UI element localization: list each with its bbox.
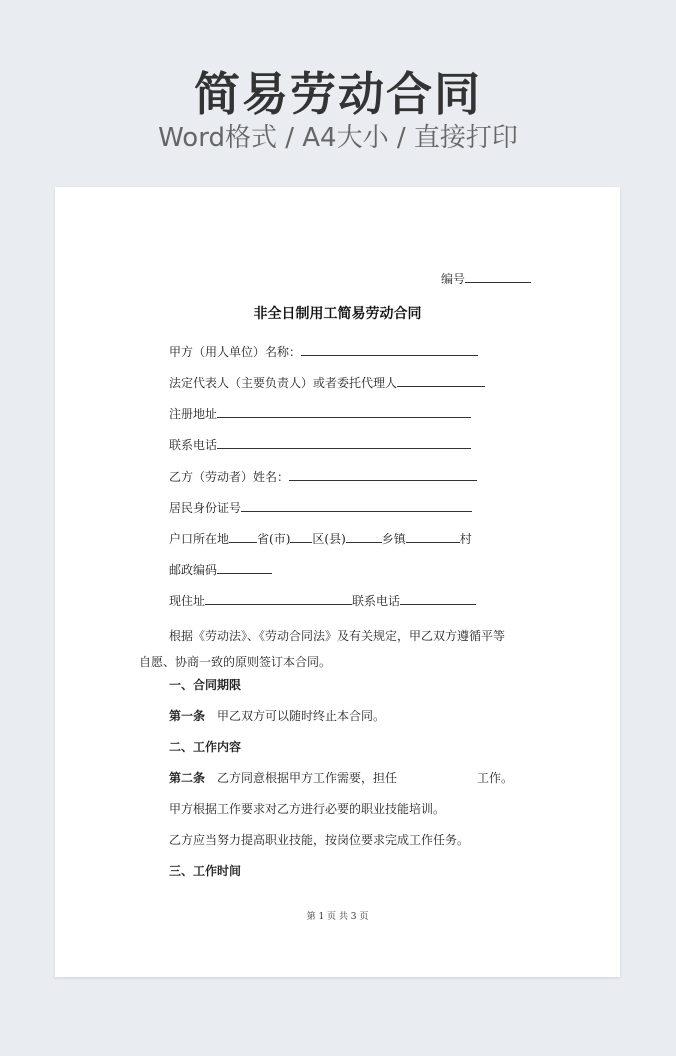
party-a-name-field (169, 343, 478, 360)
section-2-paragraph-1: 甲方根据工作要求对乙方进行必要的职业技能培训。 (169, 802, 446, 816)
contact-phone-blank (400, 592, 476, 605)
article-1 (169, 708, 385, 724)
document-title: 非全日制用工简易劳动合同 (253, 306, 422, 322)
party-a-name-blank (301, 343, 478, 356)
banner-subtitle: Word格式 / A4大小 / 直接打印 (158, 123, 518, 153)
article-2-text-a: 乙方同意根据甲方工作需要，担任 (217, 771, 398, 785)
article-2-text-b: 工作。 (477, 771, 514, 785)
phone-blank (217, 436, 471, 449)
article-2 (169, 770, 513, 786)
hukou-province-label: 省(市) (257, 532, 291, 546)
hukou-village-label: 村 (459, 532, 472, 546)
section-1-heading: 一、合同期限 (169, 678, 242, 692)
contract-number-label: 编号 (441, 272, 466, 286)
page-footer: 第 1 页 共 3 页 (306, 912, 369, 922)
contact-phone-label: 联系电话 (352, 594, 401, 608)
hukou-town-label: 乡镇 (381, 532, 406, 546)
article-1-text: 甲乙双方可以随时终止本合同。 (217, 709, 386, 723)
legal-rep-field (169, 374, 485, 391)
section-2-heading: 二、工作内容 (169, 740, 242, 754)
hukou-label: 户口所在地 (169, 532, 230, 546)
document-page (55, 187, 620, 977)
section-3-heading: 三、工作时间 (169, 864, 242, 878)
preamble-paragraph: 根据《劳动法》、《劳动合同法》及有关规定，甲乙双方遵循平等自愿、协商一致的原则签订本合同。 (139, 629, 506, 669)
hukou-town-blank (406, 530, 460, 543)
party-a-name-label: 甲方（用人单位）名称： (169, 345, 302, 359)
id-number-label: 居民身份证号 (169, 501, 242, 515)
party-b-name-blank (289, 468, 477, 481)
hukou-district-label: 区(县) (312, 532, 346, 546)
article-2-label: 第二条 (169, 771, 206, 785)
hukou-district-blank (346, 530, 382, 543)
hukou-city-blank (290, 530, 312, 543)
legal-rep-label: 法定代表人（主要负责人）或者委托代理人 (169, 376, 398, 390)
postal-code-label: 邮政编码 (169, 563, 218, 577)
contract-number-field (441, 270, 531, 287)
current-address-label: 现住址 (169, 594, 206, 608)
phone-label: 联系电话 (169, 438, 218, 452)
postal-code-blank (217, 561, 272, 574)
legal-rep-blank (397, 374, 485, 387)
phone-field (169, 436, 471, 453)
current-address-field (169, 592, 476, 609)
contract-number-blank (465, 270, 531, 283)
hukou-field (169, 530, 472, 547)
party-b-name-field (169, 468, 477, 485)
section-2-paragraph-2: 乙方应当努力提高职业技能，按岗位要求完成工作任务。 (169, 833, 470, 847)
id-number-field (169, 499, 472, 516)
current-address-blank (205, 592, 352, 605)
hukou-province-blank (229, 530, 257, 543)
reg-address-label: 注册地址 (169, 407, 218, 421)
id-number-blank (241, 499, 472, 512)
party-b-name-label: 乙方（劳动者）姓名： (169, 470, 290, 484)
reg-address-field (169, 405, 471, 422)
reg-address-blank (217, 405, 471, 418)
postal-code-field (169, 561, 272, 578)
banner-title: 简易劳动合同 (194, 67, 482, 121)
article-1-label: 第一条 (169, 709, 206, 723)
